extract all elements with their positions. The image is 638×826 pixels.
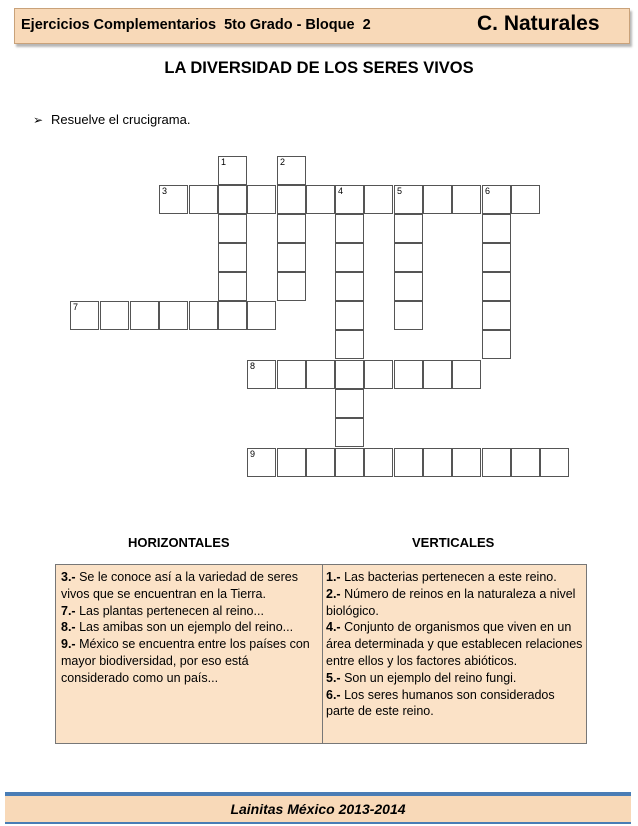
crossword-cell[interactable] — [277, 214, 306, 243]
crossword-cell[interactable] — [482, 330, 511, 359]
horizontales-clues — [61, 569, 317, 687]
clue-text: Las amibas son un ejemplo del reino... — [75, 620, 294, 635]
crossword-cell[interactable] — [482, 301, 511, 330]
crossword-cell[interactable] — [277, 156, 306, 185]
crossword-cell[interactable] — [540, 448, 569, 477]
crossword-cell[interactable] — [394, 243, 423, 272]
crossword-cell[interactable] — [159, 301, 188, 330]
crossword-cell[interactable] — [277, 448, 306, 477]
crossword-cell[interactable] — [423, 185, 452, 214]
clue-item — [326, 687, 584, 721]
clue-label: 8.- — [61, 620, 76, 635]
crossword-cell[interactable] — [218, 156, 247, 185]
crossword-cell[interactable] — [218, 185, 247, 214]
clue-item — [61, 619, 317, 636]
crossword-cell[interactable] — [277, 272, 306, 301]
crossword-cell[interactable] — [394, 448, 423, 477]
crossword-cell[interactable] — [277, 185, 306, 214]
crossword-cell[interactable] — [482, 185, 511, 214]
crossword-cell[interactable] — [306, 448, 335, 477]
clue-number: 4 — [338, 186, 344, 196]
crossword-cell[interactable] — [277, 243, 306, 272]
clue-number: 8 — [250, 361, 256, 371]
clue-number: 3 — [162, 186, 168, 196]
crossword-cell[interactable] — [364, 448, 393, 477]
clue-text: Se le conoce así a la variedad de seres vivos que se encuentran en la Tierra. — [61, 570, 298, 601]
clue-number: 9 — [250, 449, 256, 459]
verticales-clues — [326, 569, 584, 720]
clue-item — [326, 586, 584, 620]
crossword-cell[interactable] — [452, 448, 481, 477]
crossword-cell[interactable] — [277, 360, 306, 389]
clue-item — [326, 569, 584, 586]
crossword-cell[interactable] — [189, 185, 218, 214]
verticales-heading: VERTICALES — [412, 535, 495, 550]
crossword-cell[interactable] — [511, 448, 540, 477]
crossword-cell[interactable] — [394, 272, 423, 301]
crossword-cell[interactable] — [511, 185, 540, 214]
crossword-cell[interactable] — [452, 185, 481, 214]
clue-text: Número de reinos en la naturaleza a nivel biológico. — [326, 586, 576, 618]
crossword-cell[interactable] — [100, 301, 129, 330]
crossword-cell[interactable] — [70, 301, 99, 330]
clue-item — [61, 603, 317, 620]
clue-text: México se encuentra entre los países con mayor biodiversidad, por eso está considerado como un país... — [61, 637, 310, 685]
crossword-cell[interactable] — [189, 301, 218, 330]
crossword-cell[interactable] — [423, 360, 452, 389]
clue-label: 4.- — [326, 620, 341, 635]
clue-label: 3.- — [61, 570, 76, 584]
clue-number: 5 — [397, 186, 403, 196]
clues-divider — [322, 565, 323, 743]
crossword-cell[interactable] — [482, 448, 511, 477]
crossword-cell[interactable] — [335, 360, 364, 389]
clue-item — [61, 569, 317, 603]
crossword-cell[interactable] — [335, 330, 364, 359]
clue-text: Las bacterias pertenecen a este reino. — [340, 570, 557, 584]
clue-item — [326, 619, 584, 669]
crossword-cell[interactable] — [394, 214, 423, 243]
crossword-cell[interactable] — [482, 214, 511, 243]
clue-item — [61, 636, 317, 686]
clue-text: Conjunto de organismos que viven en un área determinada y que establecen relaciones entre ellos y los factores abióticos. — [326, 620, 583, 668]
header-subject-line: Ejercicios Complementarios 5to Grado - Bloque 2 — [21, 17, 371, 33]
crossword-cell[interactable] — [335, 272, 364, 301]
header-subject: C. Naturales — [477, 12, 600, 35]
crossword-cell[interactable] — [335, 301, 364, 330]
clue-label: 1.- — [326, 570, 341, 584]
crossword-cell[interactable] — [218, 243, 247, 272]
instruction-text: Resuelve el crucigrama. — [51, 112, 191, 127]
clue-text: Son un ejemplo del reino fungi. — [340, 670, 517, 685]
crossword-cell[interactable] — [335, 448, 364, 477]
crossword-cell[interactable] — [452, 360, 481, 389]
crossword-cell[interactable] — [247, 301, 276, 330]
crossword-cell[interactable] — [364, 185, 393, 214]
horizontales-heading: HORIZONTALES — [128, 535, 230, 550]
crossword-cell[interactable] — [247, 448, 276, 477]
clue-label: 2.- — [326, 586, 341, 601]
crossword-cell[interactable] — [130, 301, 159, 330]
clue-text: Las plantas pertenecen al reino... — [75, 603, 264, 618]
clue-number: 6 — [485, 186, 491, 196]
crossword-cell[interactable] — [247, 360, 276, 389]
crossword-cell[interactable] — [306, 185, 335, 214]
arrow-bullet-icon: ➢ — [33, 113, 44, 127]
crossword-cell[interactable] — [482, 243, 511, 272]
crossword-cell[interactable] — [306, 360, 335, 389]
clue-text: Los seres humanos son considerados parte de este reino. — [326, 687, 555, 719]
clue-number: 7 — [73, 302, 79, 312]
clue-label: 5.- — [326, 670, 341, 685]
clue-number: 1 — [221, 157, 227, 167]
crossword-cell[interactable] — [482, 272, 511, 301]
crossword-cell[interactable] — [218, 214, 247, 243]
crossword-cell[interactable] — [335, 214, 364, 243]
crossword-cell[interactable] — [394, 301, 423, 330]
page-footer — [5, 792, 631, 824]
crossword-cell[interactable] — [159, 185, 188, 214]
crossword-cell[interactable] — [394, 185, 423, 214]
clues-table — [55, 564, 587, 744]
crossword-cell[interactable] — [218, 301, 247, 330]
footer-text: Lainitas México 2013-2014 — [230, 801, 406, 817]
crossword-cell[interactable] — [247, 185, 276, 214]
crossword-cell[interactable] — [394, 360, 423, 389]
crossword-cell[interactable] — [335, 243, 364, 272]
clue-number: 2 — [280, 157, 286, 167]
clue-label: 6.- — [326, 687, 341, 702]
crossword-cell[interactable] — [335, 418, 364, 447]
crossword-cell[interactable] — [218, 272, 247, 301]
crossword-cell[interactable] — [335, 389, 364, 418]
page-title: LA DIVERSIDAD DE LOS SERES VIVOS — [164, 59, 474, 77]
crossword-cell[interactable] — [364, 360, 393, 389]
clue-label: 7.- — [61, 603, 76, 618]
crossword-cell[interactable] — [335, 185, 364, 214]
crossword-cell[interactable] — [423, 448, 452, 477]
clue-label: 9.- — [61, 637, 76, 652]
clue-item — [326, 670, 584, 687]
